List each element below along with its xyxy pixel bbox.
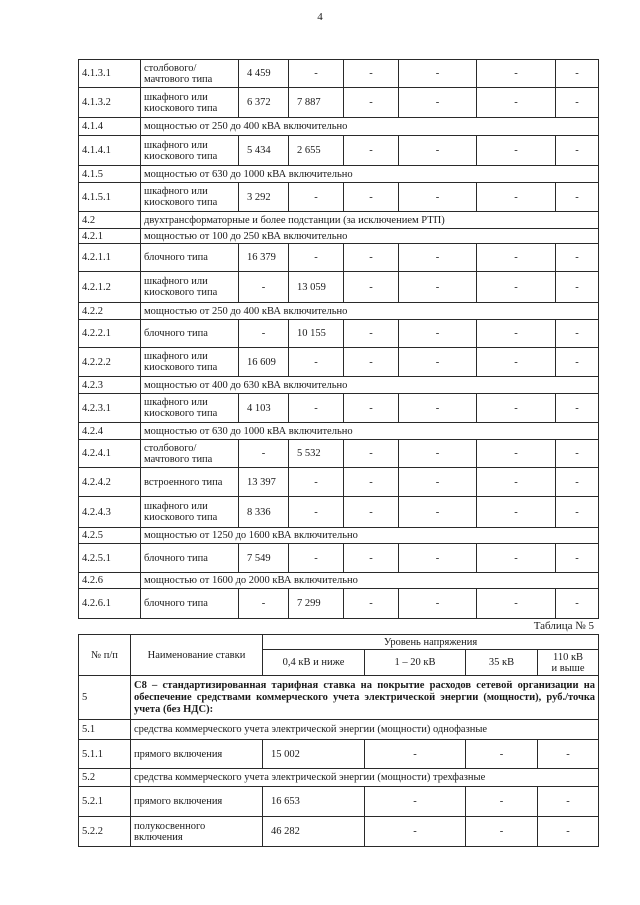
row-value: - — [556, 183, 599, 212]
row-value: 4 459 — [239, 60, 289, 88]
table-row — [79, 440, 599, 468]
row-value: - — [344, 394, 399, 423]
row-code: 4.2.5 — [79, 528, 141, 544]
row-value: - — [344, 497, 399, 528]
row-section-title: мощностью от 1600 до 2000 кВА включительно — [141, 573, 599, 589]
row-value: - — [365, 817, 466, 847]
table-caption: Таблица № 5 — [533, 620, 594, 632]
row-value: - — [477, 348, 556, 377]
row-code: 4.2.4.2 — [79, 468, 141, 497]
row-code: 4.2.3.1 — [79, 394, 141, 423]
row-value: - — [344, 183, 399, 212]
row-value: - — [344, 544, 399, 573]
row-value: - — [538, 817, 599, 847]
row-value: - — [239, 440, 289, 468]
row-code: 4.2.5.1 — [79, 544, 141, 573]
row-value: - — [477, 244, 556, 272]
table-row — [79, 740, 599, 769]
row-value: - — [289, 394, 344, 423]
row-value: - — [538, 787, 599, 817]
table-row — [79, 320, 599, 348]
row-code: 4.2.2 — [79, 303, 141, 320]
row-value: - — [344, 589, 399, 619]
row-code: 5.2.1 — [79, 787, 131, 817]
row-value: - — [344, 440, 399, 468]
row-value: - — [466, 817, 538, 847]
table-row — [79, 303, 599, 320]
row-code: 4.2.1.1 — [79, 244, 141, 272]
row-value: - — [477, 394, 556, 423]
row-value: - — [289, 244, 344, 272]
header-voltage-group: Уровень напряжения — [263, 635, 599, 650]
row-code: 4.1.5.1 — [79, 183, 141, 212]
table-row — [79, 817, 599, 847]
row-value: - — [556, 60, 599, 88]
row-value: 5 532 — [289, 440, 344, 468]
table-header-row — [79, 635, 599, 650]
row-value: - — [289, 468, 344, 497]
row-value: 16 609 — [239, 348, 289, 377]
row-value: - — [399, 88, 477, 118]
row-code: 4.2.4.3 — [79, 497, 141, 528]
row-value: - — [399, 183, 477, 212]
row-value: - — [344, 244, 399, 272]
row-value: - — [289, 544, 344, 573]
row-name: прямого включения — [131, 740, 263, 769]
row-value: - — [538, 740, 599, 769]
row-name: блочного типа — [141, 544, 239, 573]
row-value: 16 653 — [263, 787, 365, 817]
table-row — [79, 468, 599, 497]
row-value: - — [289, 183, 344, 212]
row-code: 4.2.6.1 — [79, 589, 141, 619]
table-row — [79, 118, 599, 136]
row-code: 4.1.3.2 — [79, 88, 141, 118]
row-value: - — [399, 60, 477, 88]
row-code: 4.2.4 — [79, 423, 141, 440]
row-section-title: мощностью от 250 до 400 кВА включительно — [141, 118, 599, 136]
tariff-table-metering — [78, 634, 599, 847]
table-row — [79, 720, 599, 740]
table-row — [79, 60, 599, 88]
row-value: - — [556, 272, 599, 303]
row-value: - — [344, 272, 399, 303]
row-value: - — [289, 348, 344, 377]
row-value: 6 372 — [239, 88, 289, 118]
row-value: 13 397 — [239, 468, 289, 497]
table-row — [79, 212, 599, 229]
row-name: блочного типа — [141, 244, 239, 272]
row-value: - — [399, 136, 477, 166]
row-value: - — [477, 183, 556, 212]
row-value: - — [399, 497, 477, 528]
header-level: 1 – 20 кВ — [365, 650, 466, 676]
row-value: - — [477, 468, 556, 497]
row-code: 4.2 — [79, 212, 141, 229]
row-value: - — [477, 497, 556, 528]
row-code: 4.1.4.1 — [79, 136, 141, 166]
table-row — [79, 676, 599, 720]
table-row — [79, 183, 599, 212]
row-code: 5 — [79, 676, 131, 720]
row-value: 16 379 — [239, 244, 289, 272]
row-value: 13 059 — [289, 272, 344, 303]
row-value: - — [399, 440, 477, 468]
row-value: 46 282 — [263, 817, 365, 847]
row-value: 3 292 — [239, 183, 289, 212]
table-row — [79, 787, 599, 817]
row-value: - — [399, 272, 477, 303]
row-value: - — [556, 468, 599, 497]
row-section-title: средства коммерческого учета электрической энергии (мощности) трехфазные — [131, 769, 599, 787]
row-name: встроенного типа — [141, 468, 239, 497]
row-value: - — [344, 348, 399, 377]
row-value: - — [556, 544, 599, 573]
row-code: 4.2.4.1 — [79, 440, 141, 468]
row-section-title: мощностью от 630 до 1000 кВА включительно — [141, 166, 599, 183]
row-code: 4.1.3.1 — [79, 60, 141, 88]
tariff-table-substations — [78, 59, 599, 619]
table-row — [79, 573, 599, 589]
table-row — [79, 589, 599, 619]
row-code: 4.2.1 — [79, 229, 141, 244]
row-section-title: мощностью от 630 до 1000 кВА включительно — [141, 423, 599, 440]
row-code: 5.1 — [79, 720, 131, 740]
row-value: 15 002 — [263, 740, 365, 769]
row-value: - — [239, 589, 289, 619]
header-level: 110 кВ и выше — [538, 650, 599, 676]
table-row — [79, 166, 599, 183]
row-value: - — [477, 272, 556, 303]
row-value: - — [399, 468, 477, 497]
row-value: - — [556, 589, 599, 619]
row-name: прямого включения — [131, 787, 263, 817]
row-value: - — [399, 394, 477, 423]
table-row — [79, 528, 599, 544]
row-value: - — [289, 60, 344, 88]
row-code: 5.1.1 — [79, 740, 131, 769]
row-value: - — [466, 787, 538, 817]
table-row — [79, 423, 599, 440]
row-value: 5 434 — [239, 136, 289, 166]
row-section-title: мощностью от 1250 до 1600 кВА включительно — [141, 528, 599, 544]
row-value: - — [365, 787, 466, 817]
row-name: блочного типа — [141, 320, 239, 348]
table-row — [79, 377, 599, 394]
page-number: 4 — [317, 11, 323, 23]
row-section-title: двухтрансформаторные и более подстанции (за исключением РТП) — [141, 212, 599, 229]
row-value: - — [477, 440, 556, 468]
row-value: - — [556, 440, 599, 468]
row-name: шкафного или киоскового типа — [141, 497, 239, 528]
row-value: - — [289, 497, 344, 528]
row-section-title: мощностью от 400 до 630 кВА включительно — [141, 377, 599, 394]
row-value: 10 155 — [289, 320, 344, 348]
row-value: - — [365, 740, 466, 769]
row-value: - — [344, 320, 399, 348]
row-value: 7 887 — [289, 88, 344, 118]
row-value: - — [344, 88, 399, 118]
row-value: 7 549 — [239, 544, 289, 573]
row-section-title: средства коммерческого учета электрической энергии (мощности) однофазные — [131, 720, 599, 740]
row-code: 5.2 — [79, 769, 131, 787]
row-code: 4.1.4 — [79, 118, 141, 136]
row-value: - — [466, 740, 538, 769]
row-value: - — [556, 88, 599, 118]
row-name: столбового/ мачтового типа — [141, 60, 239, 88]
table-row — [79, 544, 599, 573]
row-name: шкафного или киоскового типа — [141, 136, 239, 166]
row-value: 2 655 — [289, 136, 344, 166]
table-row — [79, 88, 599, 118]
header-level: 35 кВ — [466, 650, 538, 676]
row-value: - — [556, 394, 599, 423]
row-value: - — [399, 348, 477, 377]
row-value: - — [239, 320, 289, 348]
row-section-title: мощностью от 250 до 400 кВА включительно — [141, 303, 599, 320]
table-row — [79, 348, 599, 377]
row-value: - — [477, 320, 556, 348]
row-name: блочного типа — [141, 589, 239, 619]
row-value: - — [477, 88, 556, 118]
row-value: - — [477, 544, 556, 573]
header-name: Наименование ставки — [131, 635, 263, 676]
row-value: - — [344, 136, 399, 166]
row-value: - — [477, 589, 556, 619]
row-value: - — [399, 320, 477, 348]
row-value: - — [556, 348, 599, 377]
row-value: - — [556, 320, 599, 348]
table-row — [79, 136, 599, 166]
row-value: - — [399, 244, 477, 272]
row-name: шкафного или киоскового типа — [141, 348, 239, 377]
table-row — [79, 769, 599, 787]
row-code: 4.2.6 — [79, 573, 141, 589]
table-row — [79, 497, 599, 528]
row-name: шкафного или киоскового типа — [141, 272, 239, 303]
rate-title: С8 – стандартизированная тарифная ставка на покрытие расходов сетевой организации на обеспечение средствами коммерческого учета электрической энергии (мощности), руб./точка учета (без НДС): — [131, 676, 599, 720]
row-code: 4.2.3 — [79, 377, 141, 394]
table-row — [79, 394, 599, 423]
row-name: полукосвенного включения — [131, 817, 263, 847]
row-name: шкафного или киоскового типа — [141, 88, 239, 118]
row-section-title: мощностью от 100 до 250 кВА включительно — [141, 229, 599, 244]
header-num: № п/п — [79, 635, 131, 676]
row-value: - — [477, 60, 556, 88]
row-value: 8 336 — [239, 497, 289, 528]
row-value: - — [399, 544, 477, 573]
row-value: - — [477, 136, 556, 166]
row-code: 4.1.5 — [79, 166, 141, 183]
row-value: 4 103 — [239, 394, 289, 423]
row-value: - — [556, 136, 599, 166]
row-value: - — [556, 497, 599, 528]
row-value: - — [239, 272, 289, 303]
row-value: 7 299 — [289, 589, 344, 619]
table-row — [79, 244, 599, 272]
row-value: - — [556, 244, 599, 272]
row-code: 4.2.1.2 — [79, 272, 141, 303]
row-name: шкафного или киоскового типа — [141, 183, 239, 212]
row-code: 4.2.2.1 — [79, 320, 141, 348]
row-code: 5.2.2 — [79, 817, 131, 847]
row-name: шкафного или киоскового типа — [141, 394, 239, 423]
row-value: - — [344, 468, 399, 497]
row-name: столбового/ мачтового типа — [141, 440, 239, 468]
row-value: - — [399, 589, 477, 619]
table-row — [79, 229, 599, 244]
table-row — [79, 272, 599, 303]
row-code: 4.2.2.2 — [79, 348, 141, 377]
row-value: - — [344, 60, 399, 88]
header-level: 0,4 кВ и ниже — [263, 650, 365, 676]
